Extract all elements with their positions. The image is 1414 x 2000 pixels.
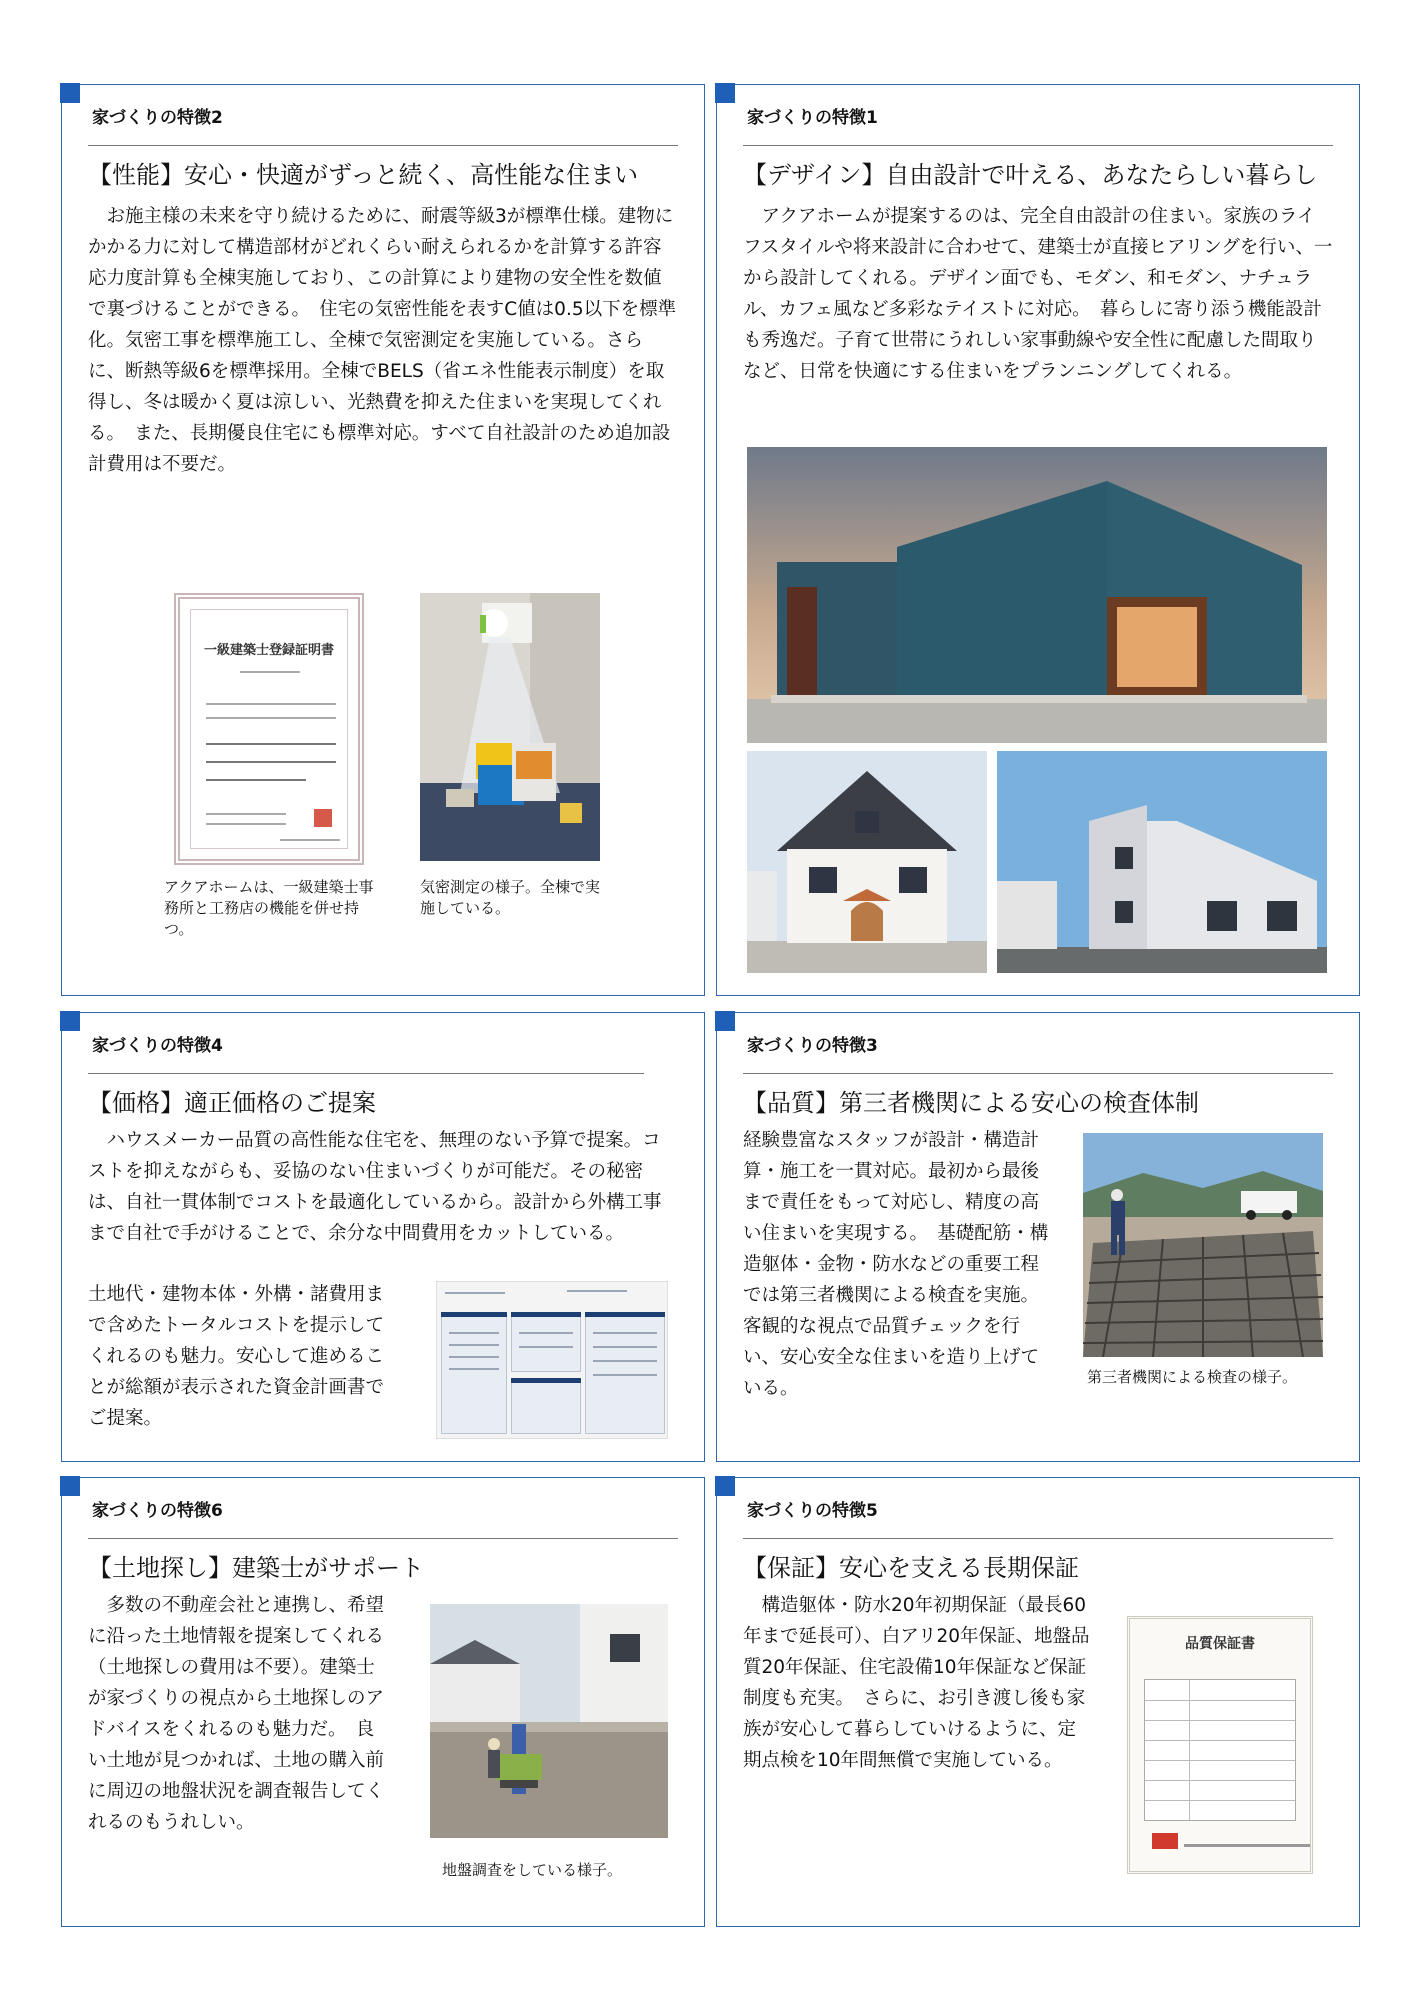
- feature-label: 家づくりの特徴6: [92, 1501, 223, 1521]
- certificate-caption: アクアホームは、一級建築士事務所と工務店の機能を併せ持つ。: [164, 878, 374, 938]
- feature-label: 家づくりの特徴2: [92, 108, 223, 128]
- funding-plan-document: [436, 1281, 668, 1439]
- certificate-title: 一級建築士登録証明書: [203, 643, 334, 658]
- feature-title: 【価格】適正価格のご提案: [88, 1089, 376, 1117]
- feature-title: 【品質】第三者機関による安心の検査体制: [743, 1089, 1199, 1117]
- inspection-caption: 第三者機関による検査の様子。: [1087, 1368, 1298, 1386]
- ground-survey-caption: 地盤調査をしている様子。: [442, 1861, 623, 1879]
- certificate-image: [174, 593, 364, 865]
- feature-card-4: [61, 1012, 705, 1462]
- square-marker-icon: [715, 83, 735, 103]
- airtight-test-caption: 気密測定の様子。全棟で実施している。: [420, 878, 601, 917]
- company-logo-icon: [1152, 1833, 1178, 1849]
- slanted-roof-house-photo: [997, 751, 1327, 973]
- feature-title: 【土地探し】建築士がサポート: [88, 1554, 424, 1582]
- feature-card-3: [716, 1012, 1360, 1462]
- feature-body: 構造躯体・防水20年初期保証（最長60年まで延長可）、白アリ20年保証、地盤品質20年保証、住宅設備10年保証など保証制度も充実。 さらに、お引き渡し後も家族が安心して暮らしていけるように、定期点検を10年間無償で実施している。: [743, 1595, 1090, 1771]
- feature-label: 家づくりの特徴3: [747, 1036, 878, 1056]
- feature-card-6: [61, 1477, 705, 1927]
- white-house-photo: [747, 751, 987, 973]
- divider: [743, 145, 1333, 146]
- feature-body: お施主様の未来を守り続けるために、耐震等級3が標準仕様。建物にかかる力に対して構造部材がどれくらい耐えられるかを計算する許容応力度計算も全棟実施しており、この計算により建物の安全性を数値で裏づけることができる。 住宅の気密性能を表すC値は0.5以下を標準化。気密工事を標準施工し、全棟で気密測定を実施している。さらに、断熱等級6を標準採用。全棟でBELS（省エネ性能表示制度）を取得し、冬は暖かく夏は涼しい、光熱費を抑えた住まいを実現してくれる。 また、長期優良住宅にも標準対応。すべて自社設計のため追加設計費用は不要だ。: [88, 206, 677, 475]
- feature-body: 多数の不動産会社と連携し、希望に沿った土地情報を提案してくれる（土地探しの費用は不要）。建築士が家づくりの視点から土地探しのアドバイスをくれるのも魅力だ。 良い土地が見つかれば、土地の購入前に周辺の地盤状況を調査報告してくれるのもうれしい。: [88, 1595, 385, 1833]
- square-marker-icon: [715, 1011, 735, 1031]
- feature-card-1: [716, 84, 1360, 996]
- feature-card-5: [716, 1477, 1360, 1927]
- warranty-certificate-image: [1127, 1616, 1313, 1874]
- divider: [743, 1538, 1333, 1539]
- ground-survey-photo: [430, 1604, 668, 1838]
- feature-body-2: 土地代・建物本体・外構・諸費用まで含めたトータルコストを提示してくれるのも魅力。安心して進めることが総額が表示された資金計画書でご提案。: [88, 1284, 385, 1429]
- feature-body: ハウスメーカー品質の高性能な住宅を、無理のない予算で提案。コストを抑えながらも、妥協のない住まいづくりが可能だ。その秘密は、自社一貫体制でコストを最適化しているから。設計から外構工事まで自社で手がけることで、余分な中間費用をカットしている。: [88, 1130, 662, 1244]
- divider: [743, 1073, 1333, 1074]
- modern-house-photo: [747, 447, 1327, 743]
- airtight-test-photo: [420, 593, 600, 861]
- divider: [88, 145, 678, 146]
- inspection-photo: [1083, 1133, 1323, 1357]
- square-marker-icon: [60, 1011, 80, 1031]
- divider: [88, 1073, 644, 1074]
- feature-body: アクアホームが提案するのは、完全自由設計の住まい。家族のライフスタイルや将来設計に合わせて、建築士が直接ヒアリングを行い、一から設計してくれる。デザイン面でも、モダン、和モダン、ナチュラル、カフェ風など多彩なテイストに対応。 暮らしに寄り添う機能設計も秀逸だ。子育て世帯にうれしい家事動線や安全性に配慮した間取りなど、日常を快適にする住まいをプランニングしてくれる。: [743, 206, 1333, 382]
- feature-title: 【保証】安心を支える長期保証: [743, 1554, 1079, 1582]
- square-marker-icon: [60, 1476, 80, 1496]
- feature-label: 家づくりの特徴1: [747, 108, 878, 128]
- warranty-title: 品質保証書: [1185, 1636, 1255, 1652]
- square-marker-icon: [60, 83, 80, 103]
- feature-body: 経験豊富なスタッフが設計・構造計算・施工を一貫対応。最初から最後まで責任をもって対応し、精度の高い住まいを実現する。 基礎配筋・構造躯体・金物・防水などの重要工程では第三者機関による検査を実施。客観的な視点で品質チェックを行い、安心安全な住まいを造り上げている。: [743, 1130, 1049, 1399]
- square-marker-icon: [715, 1476, 735, 1496]
- feature-title: 【デザイン】自由設計で叶える、あなたらしい暮らし: [743, 161, 1318, 189]
- feature-title: 【性能】安心・快適がずっと続く、高性能な住まい: [88, 161, 639, 189]
- divider: [88, 1538, 678, 1539]
- feature-label: 家づくりの特徴4: [92, 1036, 223, 1056]
- feature-card-2: [61, 84, 705, 996]
- feature-label: 家づくりの特徴5: [747, 1501, 878, 1521]
